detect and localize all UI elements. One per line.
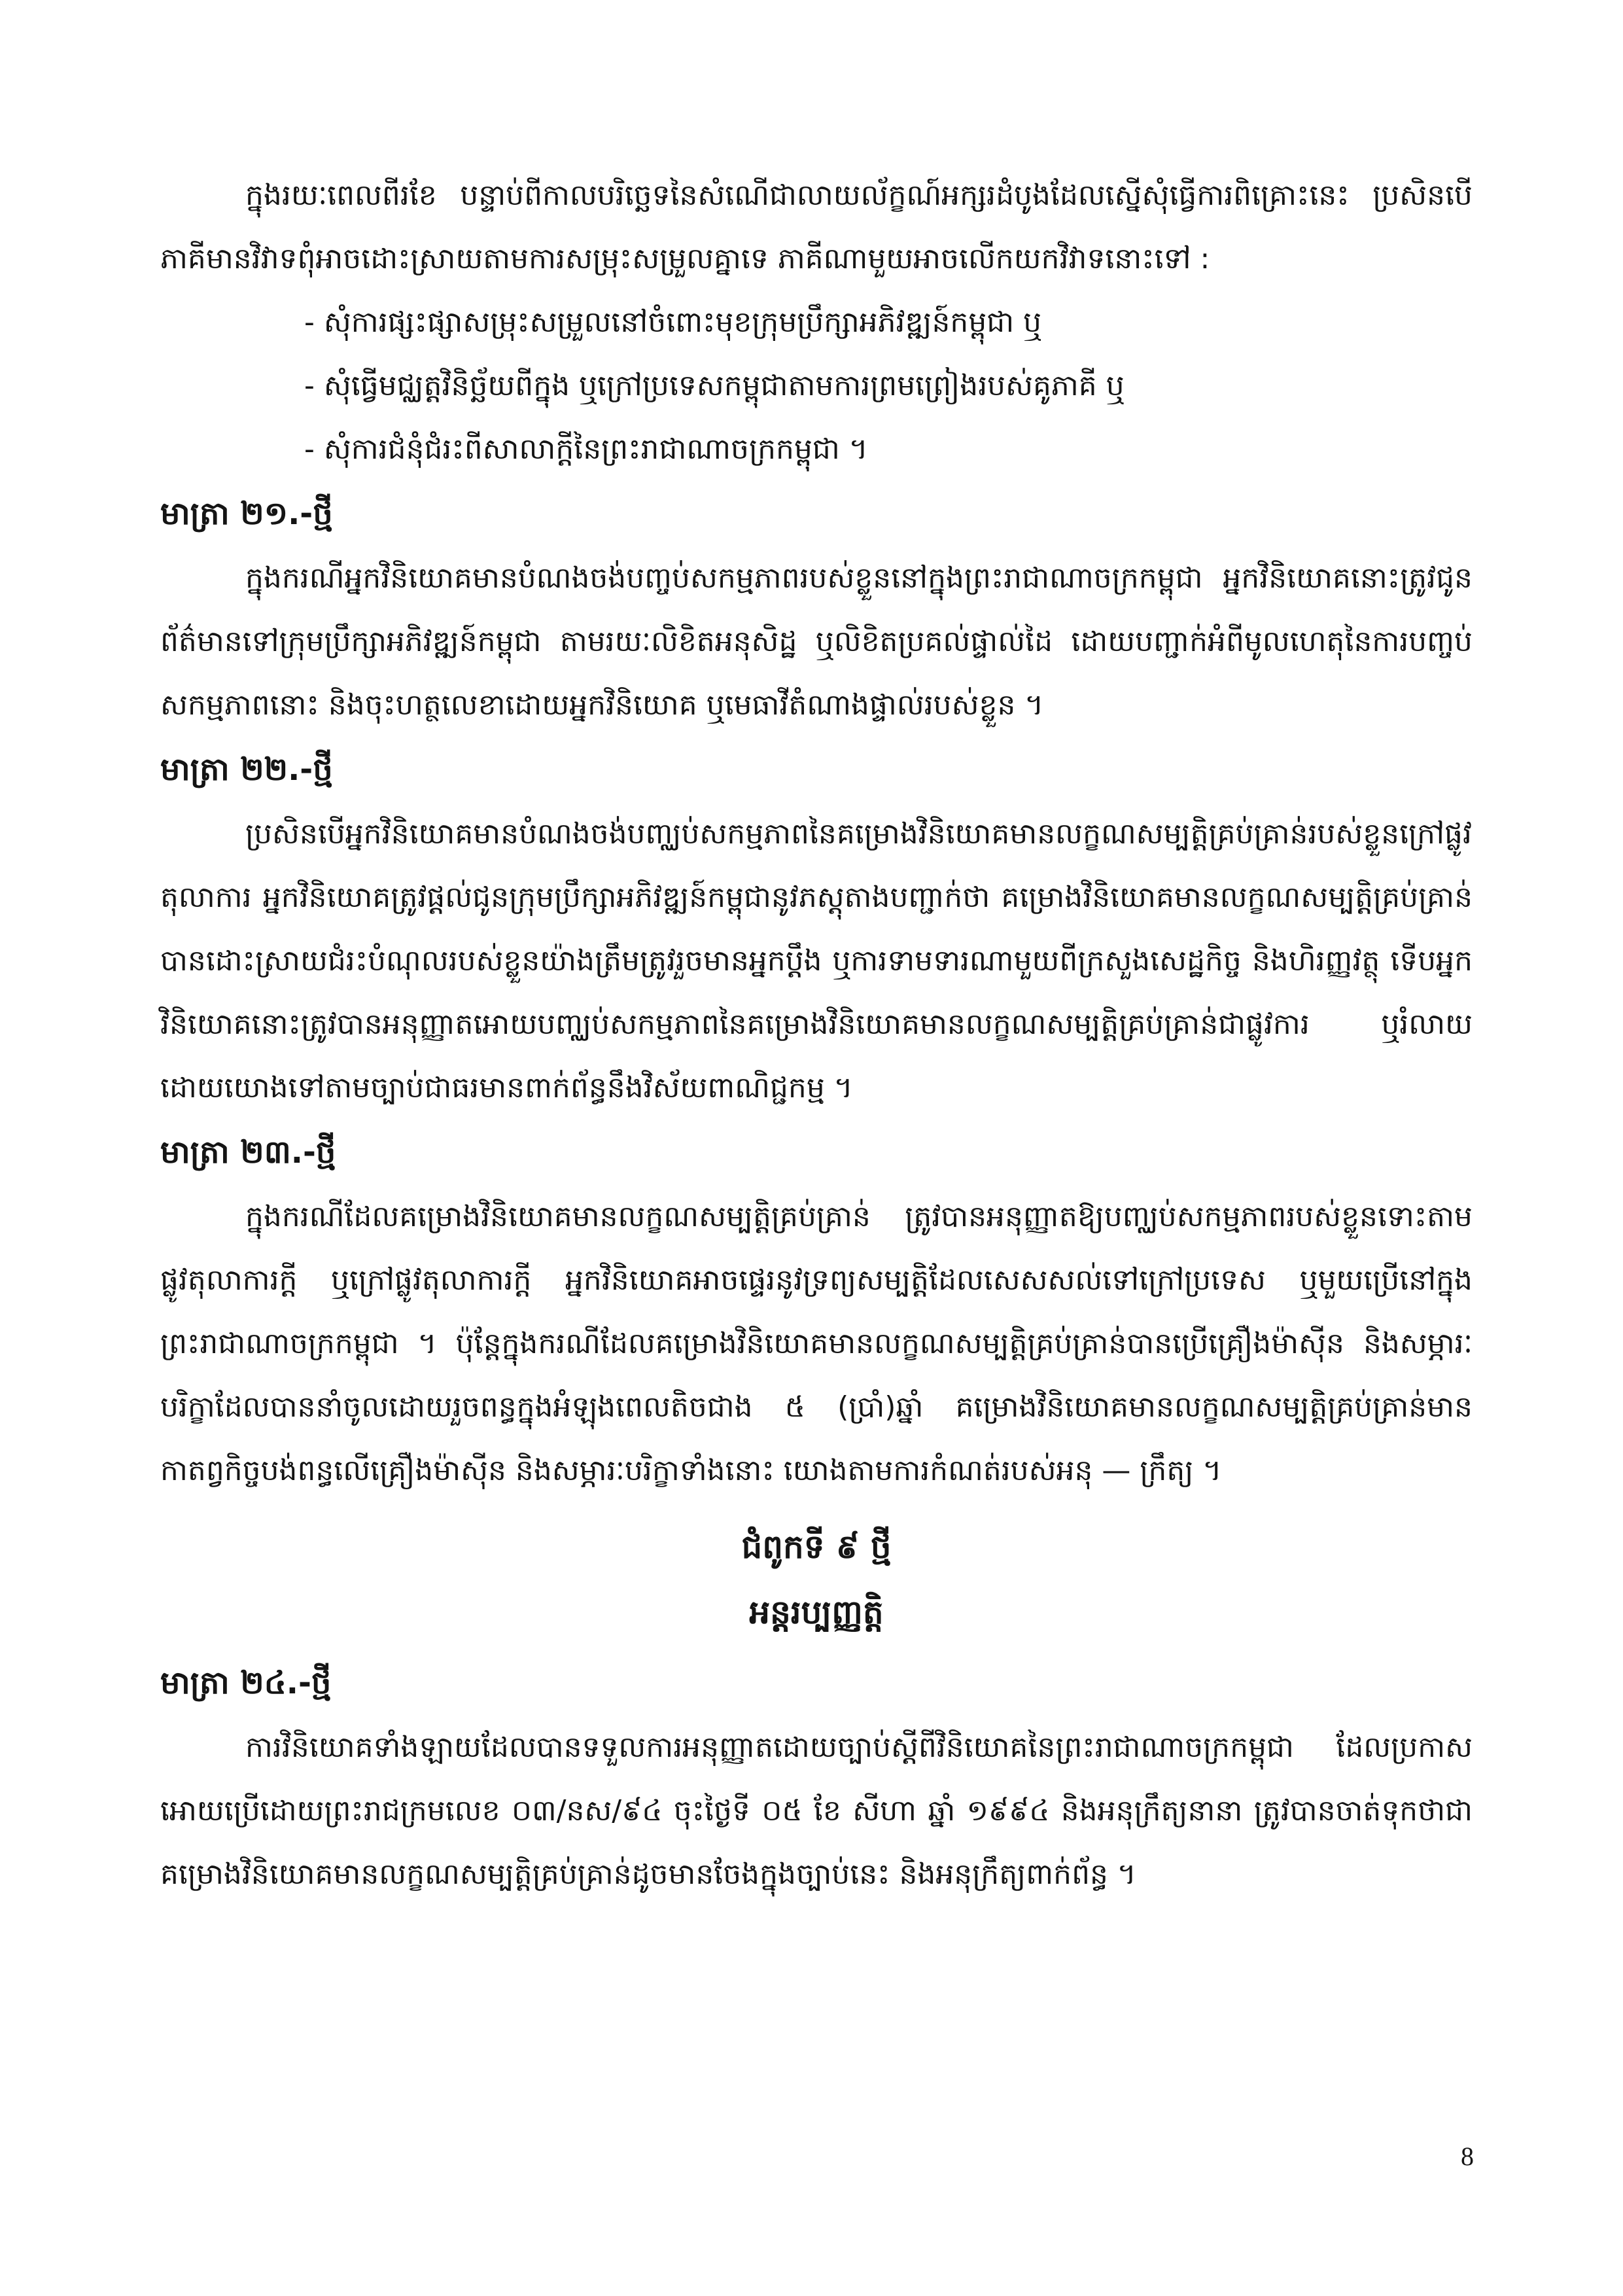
list-item: - សុំការជំនុំជំរះពីសាលាក្តីនៃព្រះរាជាណាចក្រកម្ពុជា ។ [304,433,868,466]
chapter-subtitle: អន្តរប្បញ្ញត្តិ [749,1593,884,1631]
article-paragraph-22: ប្រសិនបើអ្នកវិនិយោគមានបំណងចង់បញ្ឈប់សកម្មភាពនៃគម្រោងវិនិយោគមានលក្ខណសម្បត្តិគ្រប់គ្រាន់របស់ខ្លួនក្រៅផ្លូវតុលាការ អ្នកវិនិយោគត្រូវផ្តល់ជូនក្រុមប្រឹក្សាអភិវឌ្ឍន៍កម្ពុជានូវភស្តុតាងបញ្ជាក់ថា គម្រោងវិនិយោគមានលក្ខណសម្បត្តិគ្រប់គ្រាន់បានដោះស្រាយជំរះបំណុលរបស់ខ្លួនយ៉ាងត្រឹមត្រូវរួចមានអ្នកប្តឹង ឬការទាមទារណាមួយពីក្រសួងសេដ្ឋកិច្ច និងហិរញ្ញវត្ថុ ទើបអ្នកវិនិយោគនោះត្រូវបានអនុញ្ញាតអោយបញ្ឈប់សកម្មភាពនៃគម្រោងវិនិយោគមានលក្ខណសម្បត្តិគ្រប់គ្រាន់ជាផ្លូវការ ឬរំលាយដោយយោងទៅតាមច្បាប់ជាធរមានពាក់ព័ន្ធនឹងវិស័យពាណិជ្ជកម្ម ។ [160,817,1473,1104]
list-item: - សុំធ្វើមជ្ឈត្តវិនិច្ឆ័យពីក្នុង ឬក្រៅប្រទេសកម្ពុជាតាមការព្រមព្រៀងរបស់គូភាគី ឬ [304,369,1125,402]
intro-paragraph: ក្នុងរយៈពេលពីរខែ បន្ទាប់ពីកាលបរិច្ឆេទនៃសំណើជាលាយល័ក្ខណ៍អក្សរដំបូងដែលស្នើសុំធ្វើការពិគ្រោះនេះ ប្រសិនបើភាគីមានវិវាទពុំអាចដោះស្រាយតាមការសម្រុះសម្រួលគ្នាទេ ភាគីណាមួយអាចលើកយកវិវាទនោះទៅ : [160,179,1473,275]
article-paragraph-23: ក្នុងករណីដែលគម្រោងវិនិយោគមានលក្ខណសម្បត្តិគ្រប់គ្រាន់ ត្រូវបានអនុញ្ញាតឱ្យបញ្ឈប់សកម្មភាពរបស់ខ្លួនទោះតាមផ្លូវតុលាការក្តី ឬក្រៅផ្លូវតុលាការក្តី អ្នកវិនិយោគអាចផ្ទេរនូវទ្រព្យសម្បត្តិដែលសេសសល់ទៅក្រៅប្រទេស ឬមួយប្រើនៅក្នុងព្រះរាជាណាចក្រកម្ពុជា ។ ប៉ុន្តែក្នុងករណីដែលគម្រោងវិនិយោគមានលក្ខណសម្បត្តិគ្រប់គ្រាន់បានប្រើគ្រឿងម៉ាស៊ីន និងសម្ភារៈបរិក្ខាដែលបាននាំចូលដោយរួចពន្ធក្នុងអំឡុងពេលតិចជាង ៥ (ប្រាំ)ឆ្នាំ គម្រោងវិនិយោគមានលក្ខណសម្បត្តិគ្រប់គ្រាន់មានកាតព្វកិច្ចបង់ពន្ធលើគ្រឿងម៉ាស៊ីន និងសម្ភារៈបរិក្ខាទាំងនោះ យោងតាមការកំណត់របស់អនុ — ក្រឹត្យ ។ [160,1200,1473,1487]
article-heading-21: មាត្រា ២១.-ថ្មី [160,495,333,532]
list-item: - សុំការផ្សះផ្សាសម្រុះសម្រួលនៅចំពោះមុខក្រុមប្រឹក្សាអភិវឌ្ឍន៍កម្ពុជា ឬ [304,306,1042,339]
page-number: 8 [1461,2142,1474,2171]
article-paragraph-24: ការវិនិយោគទាំងឡាយដែលបានទទួលការអនុញ្ញាតដោយច្បាប់ស្តីពីវិនិយោគនៃព្រះរាជាណាចក្រកម្ពុជា ដែលប្រកាសអោយប្រើដោយព្រះរាជក្រមលេខ ០៣/នស/៩៤ ចុះថ្ងៃទី ០៥ ខែ សីហា ឆ្នាំ ១៩៩៤ និងអនុក្រឹត្យនានា ត្រូវបានចាត់ទុកថាជាគម្រោងវិនិយោគមានលក្ខណសម្បត្តិគ្រប់គ្រាន់ដូចមានចែងក្នុងច្បាប់នេះ និងអនុក្រឹត្យពាក់ព័ន្ធ ។ [160,1731,1473,1891]
dispute-options-list [160,291,1473,481]
article-heading-22: មាត្រា ២២.-ថ្មី [160,751,333,788]
chapter-title: ជំពូកទី ៩ ថ្មី [741,1528,892,1566]
article-paragraph-21: ក្នុងករណីអ្នកវិនិយោគមានបំណងចង់បញ្ចប់សកម្មភាពរបស់ខ្លួននៅក្នុងព្រះរាជាណាចក្រកម្ពុជា អ្នកវិនិយោគនោះត្រូវជូនព័ត៌មានទៅក្រុមប្រឹក្សាអភិវឌ្ឍន៍កម្ពុជា តាមរយៈលិខិតអនុសិដ្ឋ ឬលិខិតប្រគល់ផ្ទាល់ដៃ ដោយបញ្ជាក់អំពីមូលហេតុនៃការបញ្ចប់សកម្មភាពនោះ និងចុះហត្ថលេខាដោយអ្នកវិនិយោគ ឬមេធាវីតំណាងផ្ទាល់របស់ខ្លួន ។ [160,561,1473,722]
article-heading-24: មាត្រា ២៤.-ថ្មី [160,1665,332,1701]
article-heading-23: មាត្រា ២៣.-ថ្មី [160,1134,336,1171]
